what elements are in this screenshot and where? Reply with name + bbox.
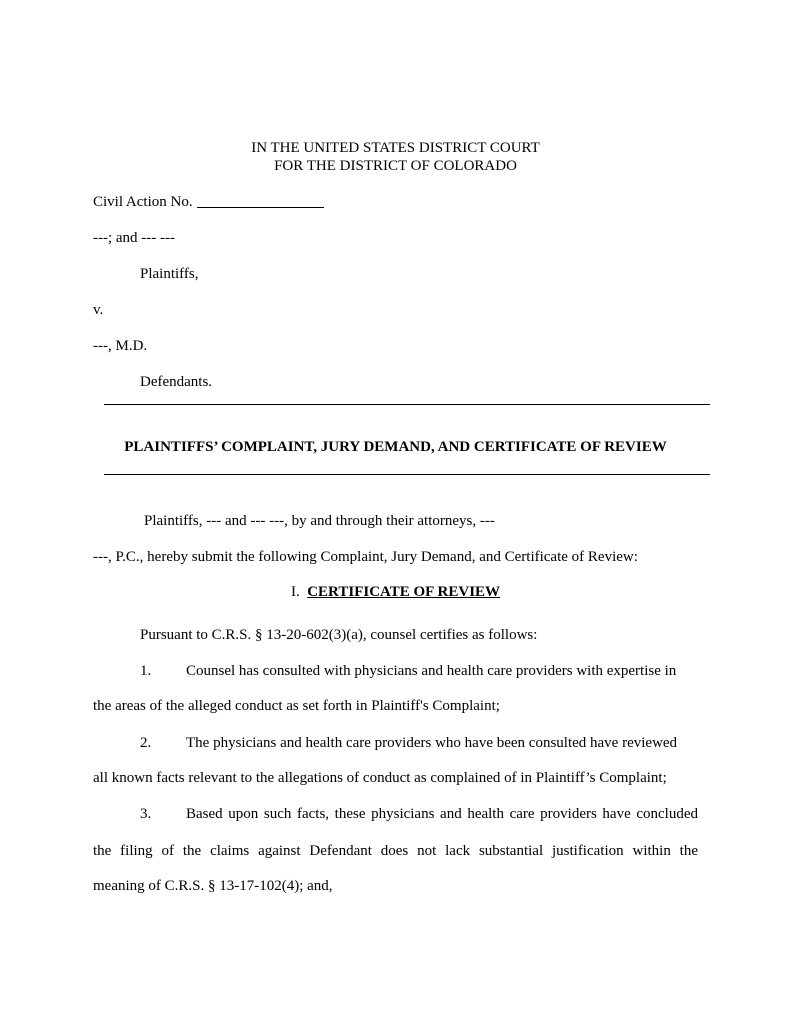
item-2-number: 2.	[140, 735, 152, 751]
intro-line1: Plaintiffs, --- and --- ---, by and through their attorneys, ---	[144, 513, 495, 529]
section-number: I.	[290, 584, 300, 600]
civil-action-label: Civil Action No.	[93, 194, 193, 210]
section-heading	[0, 583, 791, 601]
item-2-line1: The physicians and health care providers who have been consulted have reviewed	[186, 735, 678, 751]
civil-action-blank	[197, 193, 324, 208]
court-name-line1: IN THE UNITED STATES DISTRICT COURT	[251, 140, 540, 156]
certification-lead: Pursuant to C.R.S. § 13-20-602(3)(a), counsel certifies as follows:	[140, 627, 538, 643]
item-1-number: 1.	[140, 663, 152, 679]
court-name-line2: FOR THE DISTRICT OF COLORADO	[274, 158, 517, 174]
civil-action-line	[93, 193, 324, 211]
caption-divider-top	[104, 404, 710, 405]
defendant-name: ---, M.D.	[93, 338, 148, 354]
intro-line2: ---, P.C., hereby submit the following Complaint, Jury Demand, and Certificate of Review:	[93, 549, 638, 565]
item-3-line2: the filing of the claims against Defendant does not lack substantial justification within the	[93, 843, 698, 859]
defendants-label: Defendants.	[140, 374, 213, 390]
item-1-line2: the areas of the alleged conduct as set forth in Plaintiff's Complaint;	[93, 698, 500, 714]
document-title: PLAINTIFFS’ COMPLAINT, JURY DEMAND, AND CERTIFICATE OF REVIEW	[124, 439, 667, 455]
versus: v.	[93, 302, 104, 318]
item-1-line1: Counsel has consulted with physicians and health care providers with expertise in	[186, 663, 677, 679]
section-title: CERTIFICATE OF REVIEW	[307, 584, 501, 600]
plaintiffs-names: ---; and --- ---	[93, 230, 176, 246]
item-3-number: 3.	[140, 806, 152, 822]
item-2-line2: all known facts relevant to the allegations of conduct as complained of in Plaintiff’s Complaint;	[93, 770, 667, 786]
caption-divider-bottom	[104, 474, 710, 475]
plaintiffs-label: Plaintiffs,	[140, 266, 199, 282]
item-3-line3: meaning of C.R.S. § 13-17-102(4); and,	[93, 878, 333, 894]
item-3-line1: Based upon such facts, these physicians and health care providers have concluded	[186, 806, 698, 822]
